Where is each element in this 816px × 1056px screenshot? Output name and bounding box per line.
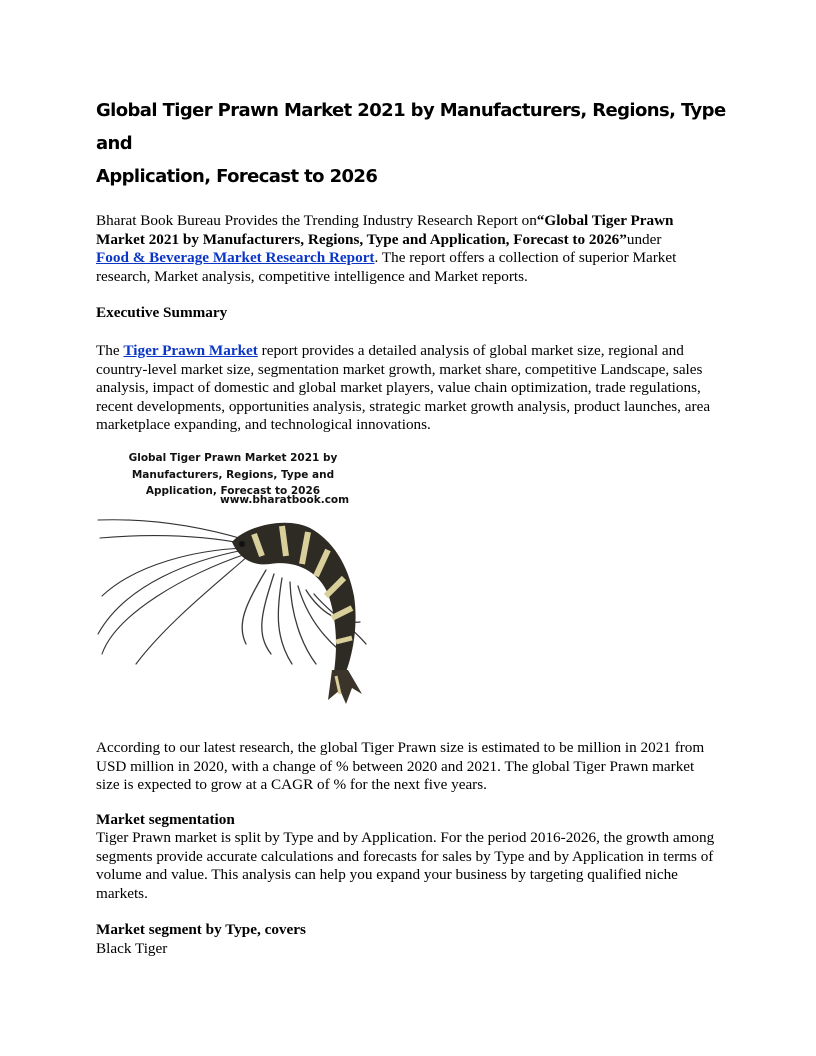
figure-caption-line-2: Manufacturers, Regions, Type and [131, 468, 335, 481]
figure-caption-line-1: Global Tiger Prawn Market 2021 by [128, 452, 338, 464]
food-beverage-report-link[interactable]: Food & Beverage Market Research Report [96, 249, 375, 267]
title-line-1: Global Tiger Prawn Market 2021 by Manufacturers, Regions, Type and [96, 100, 726, 154]
figure-url: www.bharatbook.com [220, 494, 350, 506]
intro-prefix: Bharat Book Bureau Provides the Trending Industry Research Report on [96, 212, 537, 229]
prawn-body-icon [232, 523, 362, 704]
title-line-2: Application, Forecast to 2026 [96, 166, 378, 187]
segment-type-item: Black Tiger [96, 940, 168, 957]
document-title [96, 94, 736, 193]
intro-report-title: “Global Tiger Prawn Market 2021 by Manufacturers, Regions, Type and Application, Forecast to 2026” [96, 212, 674, 248]
intro-under: under [626, 230, 662, 248]
figure-caption [96, 450, 370, 500]
figure-caption-line-3: Application, Forecast to 2026 [145, 485, 321, 497]
market-segmentation-heading: Market segmentation [96, 811, 235, 828]
intro-paragraph [96, 212, 721, 286]
executive-summary-heading: Executive Summary [96, 304, 228, 321]
research-paragraph: According to our latest research, the global Tiger Prawn size is estimated to be million in 2021 from USD million in 2020, with a change of % between 2020 and 2021. The global Tiger Prawn market size is expected to grow at a CAGR of % for the next five years. [96, 739, 705, 794]
report-cover-image [96, 446, 370, 708]
tiger-prawn-illustration [96, 504, 370, 708]
segment-by-type-heading: Market segment by Type, covers [96, 921, 306, 938]
executive-summary-paragraph [96, 342, 721, 435]
exec-prefix: The [96, 342, 124, 359]
prawn-antennae-icon [98, 520, 248, 664]
market-segmentation-paragraph: Tiger Prawn market is split by Type and by Application. For the period 2016-2026, the growth among segments provide accurate calculations and forecasts for sales by Type and by Application in terms of volume and value. This analysis can help you expand your business by targeting qualified niche markets. [96, 829, 715, 902]
exec-body: report provides a detailed analysis of global market size, regional and country-level market size, segmentation market growth, market share, competitive Landscape, sales analysis, impact of domestic and global market players, value chain optimization, trade regulations, recent developments, opportunities analysis, strategic market growth analysis, product launches, area marketplace expanding, and technological innovations. [96, 342, 711, 434]
tiger-prawn-market-link[interactable]: Tiger Prawn Market [123, 342, 258, 359]
intro-suffix: . The report offers a collection of superior Market research, Market analysis, competitive intelligence and Market reports. [96, 249, 677, 285]
